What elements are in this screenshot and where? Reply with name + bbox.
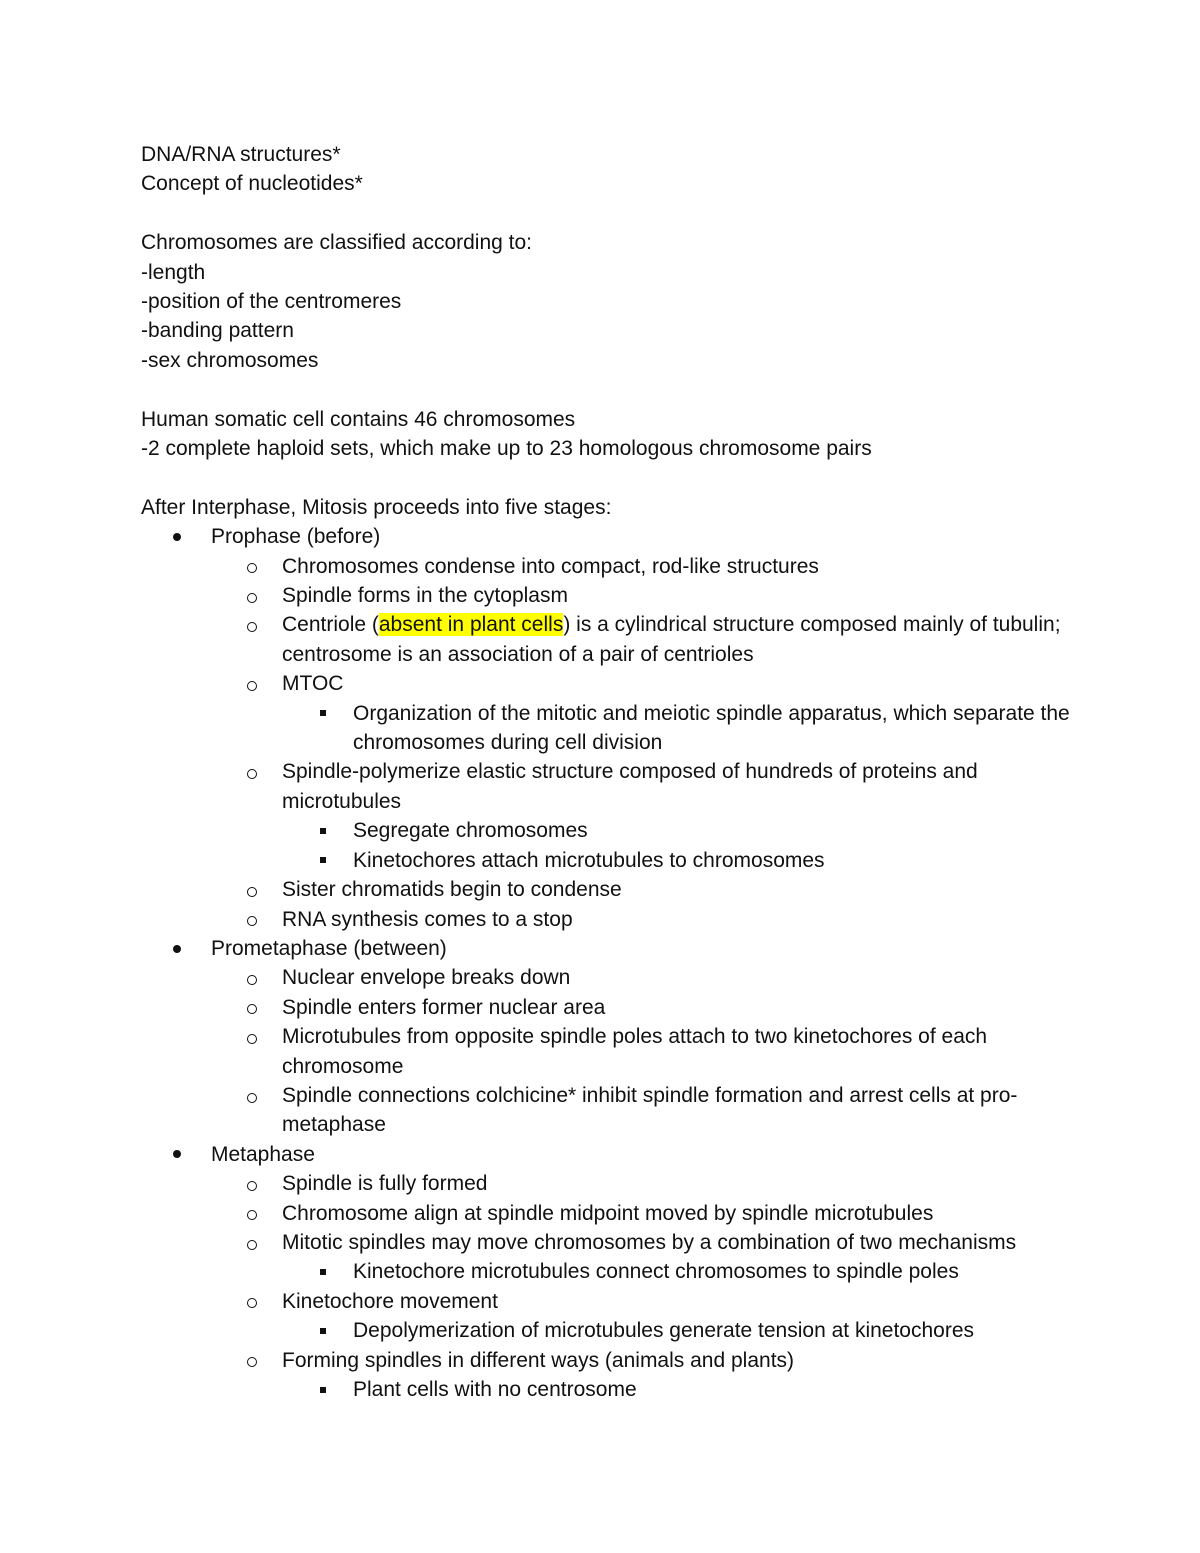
paragraph-gap — [141, 463, 1071, 492]
list-item — [141, 1081, 1071, 1140]
bullet-circle-icon — [247, 610, 257, 639]
sub-list-item — [141, 1375, 1071, 1404]
list-item-text: Spindle is fully formed — [282, 1172, 488, 1196]
bullet-circle-icon — [247, 581, 257, 610]
intro-line-nucleotides: Concept of nucleotides* — [141, 172, 363, 196]
list-item-text: Microtubules from opposite spindle poles attach to two kinetochores of each chromosome — [282, 1025, 988, 1078]
bullet-dot-icon — [173, 522, 181, 551]
bullet-square-icon — [318, 1316, 326, 1345]
list-item — [141, 1199, 1071, 1228]
list-item — [141, 581, 1071, 610]
bullet-dot-icon — [173, 1140, 181, 1169]
classification-item: -position of the centromeres — [141, 290, 402, 314]
list-item-text: Spindle-polymerize elastic structure composed of hundreds of proteins and microtubules — [282, 760, 978, 813]
list-item-text: RNA synthesis comes to a stop — [282, 907, 573, 931]
haploid-sets-line: -2 complete haploid sets, which make up to 23 homologous chromosome pairs — [141, 437, 872, 461]
intro-line-dna-rna: DNA/RNA structures* — [141, 143, 341, 166]
bullet-circle-icon — [247, 875, 257, 904]
highlighted-text: absent in plant cells — [378, 613, 564, 637]
classification-heading: Chromosomes are classified according to: — [141, 231, 533, 255]
list-item-kinetochore-movement — [141, 1287, 1071, 1316]
list-item — [141, 905, 1071, 934]
bullet-circle-icon — [247, 669, 257, 698]
stage-metaphase — [141, 1140, 1071, 1169]
sub-list-item-text: Kinetochore microtubules connect chromosomes to spindle poles — [353, 1260, 959, 1284]
bullet-circle-icon — [247, 1346, 257, 1375]
bullet-circle-icon — [247, 963, 257, 992]
bullet-circle-icon — [247, 1199, 257, 1228]
bullet-circle-icon — [247, 993, 257, 1022]
list-item-mtoc — [141, 669, 1071, 698]
stage-prometaphase — [141, 934, 1071, 963]
bullet-circle-icon — [247, 1081, 257, 1110]
somatic-cell-line: Human somatic cell contains 46 chromosomes — [141, 407, 576, 431]
paragraph-gap — [141, 199, 1071, 228]
list-item-spindle — [141, 757, 1071, 816]
stage-label: Prophase (before) — [211, 525, 381, 549]
centriole-text-after: ) is a cylindrical structure composed mainly of tubulin; centrosome is an association of a pair of centrioles — [282, 613, 1061, 666]
bullet-square-icon — [318, 699, 326, 728]
sub-list-item-text: Organization of the mitotic and meiotic spindle apparatus, which separate the chromosomes during cell division — [353, 701, 1070, 755]
list-item-text: Nuclear envelope breaks down — [282, 966, 571, 990]
mitosis-stage-list — [141, 522, 1071, 1404]
list-item-text: Forming spindles in different ways (animals and plants) — [282, 1348, 795, 1372]
sub-list-item — [141, 846, 1071, 875]
bullet-circle-icon — [247, 552, 257, 581]
list-item — [141, 875, 1071, 904]
list-item-text: Sister chromatids begin to condense — [282, 878, 622, 902]
list-item-text: Spindle forms in the cytoplasm — [282, 584, 568, 608]
sub-list-item — [141, 1257, 1071, 1286]
bullet-square-icon — [318, 816, 326, 845]
sub-list-item-text: Segregate chromosomes — [353, 819, 588, 843]
bullet-square-icon — [318, 1375, 326, 1404]
list-item-text: Kinetochore movement — [282, 1289, 498, 1313]
list-item-text: Chromosomes condense into compact, rod-like structures — [282, 554, 819, 578]
bullet-circle-icon — [247, 1228, 257, 1257]
mitosis-heading: After Interphase, Mitosis proceeds into five stages: — [141, 495, 612, 519]
list-item-centriole — [141, 610, 1071, 669]
list-item — [141, 963, 1071, 992]
classification-item: -sex chromosomes — [141, 348, 319, 372]
paragraph-gap — [141, 375, 1071, 404]
bullet-circle-icon — [247, 905, 257, 934]
stage-label: Prometaphase (between) — [211, 936, 447, 960]
stage-prophase — [141, 522, 1071, 551]
list-item-text: Mitotic spindles may move chromosomes by a combination of two mechanisms — [282, 1230, 1017, 1254]
sub-list-item-text: Depolymerization of microtubules generate tension at kinetochores — [353, 1319, 975, 1343]
sub-list-item-text: Plant cells with no centrosome — [353, 1378, 637, 1402]
bullet-square-icon — [318, 846, 326, 875]
document-body — [141, 140, 1071, 1404]
list-item-text: Chromosome align at spindle midpoint moved by spindle microtubules — [282, 1201, 934, 1225]
list-item-text: MTOC — [282, 672, 344, 696]
bullet-square-icon — [318, 1257, 326, 1286]
stage-label: Metaphase — [211, 1142, 315, 1166]
bullet-circle-icon — [247, 1022, 257, 1051]
list-item-forming-spindles — [141, 1346, 1071, 1375]
sub-list-item — [141, 699, 1071, 758]
list-item — [141, 552, 1071, 581]
bullet-circle-icon — [247, 757, 257, 786]
sub-list-item-text: Kinetochores attach microtubules to chromosomes — [353, 848, 825, 872]
bullet-circle-icon — [247, 1287, 257, 1316]
list-item-text: Spindle connections colchicine* inhibit spindle formation and arrest cells at pro-metaphase — [282, 1083, 1018, 1137]
list-item — [141, 1022, 1071, 1081]
bullet-circle-icon — [247, 1169, 257, 1198]
classification-item: -length — [141, 260, 206, 284]
list-item-text: Spindle enters former nuclear area — [282, 995, 606, 1019]
list-item-mitotic-spindles — [141, 1228, 1071, 1257]
sub-list-item — [141, 816, 1071, 845]
sub-list-item — [141, 1316, 1071, 1345]
bullet-dot-icon — [173, 934, 181, 963]
list-item — [141, 993, 1071, 1022]
centriole-text-before: Centriole ( — [282, 613, 379, 637]
classification-item: -banding pattern — [141, 319, 294, 343]
list-item — [141, 1169, 1071, 1198]
